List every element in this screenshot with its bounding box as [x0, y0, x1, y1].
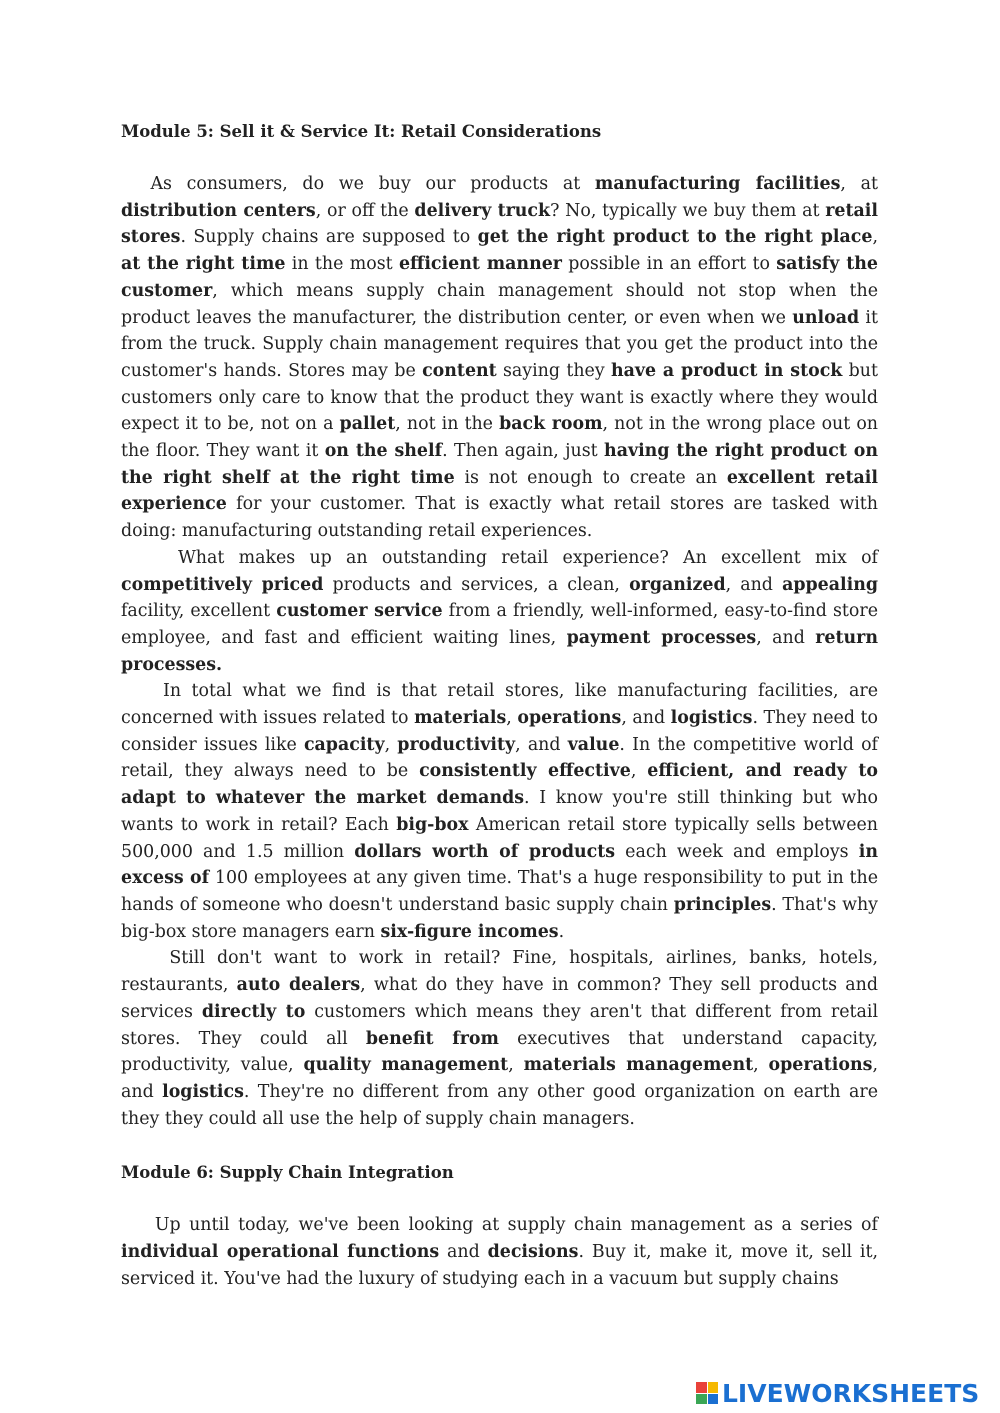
module-6-body — [121, 1212, 884, 1292]
paragraph: As consumers, do we buy our products at manufacturing facilities, at distribution centers, or off the delivery truck? No, typically we buy them at retail stores. Supply chains are supposed to get the right product to the right place, at the right time in the most efficient manner possible in an effort to satisfy the customer, which means supply chain management should not stop when the product leaves the manufacturer, the distribution center, or even when we unload it from the truck. Supply chain management requires that you get the product into the customer's hands. Stores may be content saying they have a product in stock but customers only care to know that the product they want is exactly where they would expect it to be, not on a pallet, not in the back room, not in the wrong place out on the floor. They want it on the shelf. Then again, just having the right product on the right shelf at the right time is not enough to create an excellent retail experience for your customer. That is exactly what retail stores are tasked with doing: manufacturing outstanding retail experiences. — [121, 174, 885, 542]
logo-square — [708, 1382, 719, 1393]
bold-term: auto dealers — [236, 975, 361, 996]
bold-term: principles — [673, 894, 772, 915]
bold-term: customer service — [276, 601, 443, 622]
document-page — [121, 118, 885, 1292]
bold-term: manufacturing facilities — [594, 174, 841, 194]
paragraph: In total what we find is that retail stores, like manufacturing facilities, are concerned with issues related to materials, operations, and logistics. They need to consider issues like capacity, productivity, and value. In the competitive world of retail, they always need to be consistently effective, efficient, and ready to adapt to whatever the market demands. I know you're still thinking but who wants to work in retail? Each big-box American retail store typically sells between 500,000 and 1.5 million dollars worth of products each week and employs in excess of 100 employees at any given time. That's a huge responsibility to put in the hands of someone who doesn't understand basic supply chain principles. That's why big-box store managers earn six-figure incomes. — [121, 681, 885, 942]
bold-term: organized — [629, 574, 726, 595]
bold-term: appealing — [782, 574, 878, 595]
bold-term: quality management — [303, 1055, 509, 1076]
bold-term: big-box — [396, 814, 469, 835]
bold-term: get the right product to the right place — [477, 227, 873, 248]
bold-term: materials — [414, 708, 507, 729]
bold-term: competitively priced — [121, 574, 324, 595]
bold-term: on the shelf — [324, 441, 443, 462]
bold-term: efficient manner — [398, 254, 562, 275]
bold-term: operations — [517, 708, 622, 729]
bold-term: operations — [768, 1055, 873, 1076]
bold-term: six-figure incomes — [380, 921, 559, 942]
bold-term: return processes. — [121, 627, 885, 675]
bold-term: delivery truck — [414, 200, 551, 221]
bold-term: content — [422, 360, 497, 381]
bold-term: logistics — [670, 708, 753, 729]
bold-term: directly to — [201, 1001, 306, 1022]
logo-square — [708, 1394, 719, 1405]
bold-term: retail stores — [121, 200, 885, 248]
paragraph: Still don't want to work in retail? Fine, hospitals, airlines, banks, hotels, restaurants, auto dealers, what do they have in common? They sell products and services directly to customers which means they aren't that different from retail stores. They could all benefit from executives that understand capacity, productivity, value, quality management, materials management, operations, and logistics. They're no different from any other good organization on earth are they they could all use the help of supply chain managers. — [121, 948, 884, 1129]
bold-term: have a product in stock — [610, 360, 843, 381]
bold-term: pallet — [339, 414, 396, 435]
paragraph: What makes up an outstanding retail experience? An excellent mix of competitively priced products and services, a clean, organized, and appealing facility, excellent customer service from a friendly, well-informed, easy-to-find store employee, and fast and efficient waiting lines, payment processes, and return processes. — [121, 547, 885, 675]
bold-term: payment processes — [566, 627, 757, 648]
bold-term: unload — [792, 307, 860, 328]
bold-term: satisfy the customer — [121, 254, 885, 301]
bold-term: individual operational functions — [121, 1242, 440, 1263]
bold-term: capacity — [303, 734, 385, 755]
bold-term: having the right product on the right shelf at the right time — [121, 441, 885, 488]
bold-term: efficient, and ready to adapt to whatever the market demands — [121, 761, 885, 809]
bold-term: decisions — [487, 1242, 579, 1263]
module-6-heading: Module 6: Supply Chain Integration — [121, 1163, 454, 1183]
bold-term: at the right time — [121, 254, 286, 275]
bold-term: productivity — [397, 734, 516, 755]
bold-term: benefit from — [365, 1028, 499, 1049]
logo-text: LIVEWORKSHEETS — [722, 1378, 980, 1408]
bold-term: value — [567, 734, 620, 755]
bold-term: back room — [499, 414, 603, 435]
module-5-heading: Module 5: Sell it & Service It: Retail Considerations — [121, 122, 602, 141]
bold-term: distribution centers — [121, 200, 316, 221]
bold-term: in excess of — [121, 841, 885, 889]
bold-term: materials management — [523, 1055, 754, 1076]
paragraph: Up until today, we've been looking at supply chain management as a series of individual operational functions and decisions. Buy it, make it, move it, sell it, serviced it. You've had the luxury of studying each in a vacuum but supply chains — [121, 1215, 884, 1289]
module-5-body — [121, 171, 885, 1132]
bold-term: consistently effective — [419, 761, 631, 782]
logo-square — [696, 1394, 707, 1405]
bold-term: dollars worth of products — [354, 841, 616, 862]
bold-term: logistics — [162, 1081, 244, 1102]
liveworksheets-logo — [696, 1378, 979, 1408]
bold-term: excellent retail experience — [121, 467, 885, 515]
logo-square — [696, 1382, 707, 1393]
logo-mark-icon — [696, 1382, 718, 1404]
